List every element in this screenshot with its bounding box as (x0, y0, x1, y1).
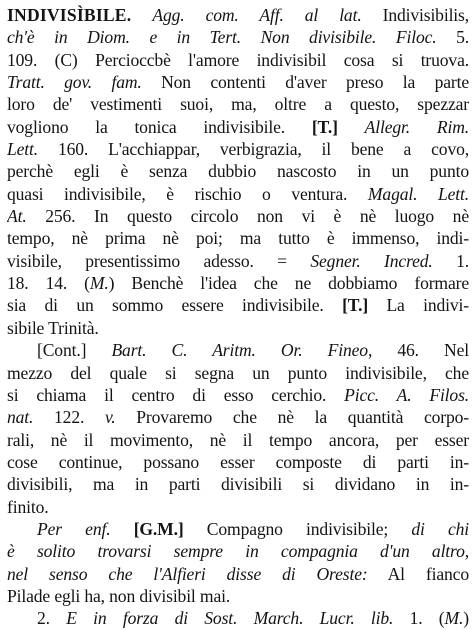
text-line (7, 317, 469, 339)
text-line (7, 540, 469, 562)
text-run: Agg. com. Aff. al lat. (152, 5, 362, 25)
text-run: [T.] (342, 295, 369, 316)
text-line (7, 116, 469, 138)
text-run: Indivisibilis, (361, 5, 469, 25)
text-run: perchè egli è senza dubbio nascosto in un punto (7, 161, 469, 182)
text-run: 160. L'acchiappar, verbigrazia, il bene a covo, (38, 139, 469, 160)
text-run: v. (104, 407, 116, 428)
text-run: Tratt. gov. fam. (7, 72, 142, 93)
text-run: 1. (432, 250, 469, 271)
headword: INDIVISÌBILE. (7, 5, 132, 25)
text-line (7, 585, 469, 607)
text-line (7, 49, 469, 71)
text-run: divisibili, ma in parti divisibili si dividano in in- (7, 474, 469, 495)
text-run (338, 117, 365, 137)
text-run: loro de' vestimenti suoi, ma, oltre a questo, spezzar (7, 94, 469, 115)
text-run: ) (463, 608, 469, 629)
text-run: sibile Trinità. (7, 317, 99, 338)
text-line (7, 362, 469, 384)
text-line (7, 339, 469, 361)
text-run: finito. (7, 496, 49, 517)
text-line (7, 496, 469, 518)
text-run: sia di un sommo essere indivisibile. (7, 295, 343, 316)
text-line (7, 429, 469, 451)
text-run: M. (444, 608, 464, 629)
text-run: 1. ( (393, 608, 445, 629)
text-run: [Cont.] (37, 340, 112, 361)
text-line (7, 473, 469, 495)
text-line (7, 4, 469, 26)
text-run: 18. 14. ( (7, 273, 90, 294)
text-line (7, 93, 469, 115)
text-run: visibile, presentissimo adesso. = (7, 250, 311, 271)
text-run: 256. In questo circolo non vi è nè luogo nè (26, 206, 469, 227)
text-line (7, 384, 469, 406)
text-run: Picc. A. Filos. (344, 384, 469, 405)
text-run: Lett. (7, 139, 39, 160)
text-run: ) Benchè l'idea che ne dobbiamo formare (108, 273, 469, 294)
text-line (7, 71, 469, 93)
text-run: nel senso che l'Alfieri disse di Oreste: (7, 563, 368, 584)
text-run: si chiama il centro di esso cerchio. (7, 384, 345, 405)
text-run: 109. (C) Percioccbè l'amore indivisibil cosa si truova. (7, 49, 469, 70)
text-run: , 46. Nel (367, 340, 469, 361)
text-run (131, 5, 152, 25)
text-run: di chi (411, 518, 469, 539)
text-run: Segner. Incred. (310, 250, 433, 271)
text-line (7, 250, 469, 272)
text-run: Pilade egli ha, non divisibil mai. (7, 585, 231, 606)
text-run (110, 519, 133, 539)
text-run: Allegr. Rim. (364, 116, 469, 137)
text-run: M. (89, 273, 109, 294)
text-run: vogliono la tonica indivisibile. (7, 116, 312, 137)
text-run: quasi indivisibile, è rischio o ventura. (7, 183, 368, 204)
text-line (7, 26, 469, 48)
text-line (7, 294, 469, 316)
text-line (7, 451, 469, 473)
text-run: mezzo del quale si segna un punto indivisibile, che (7, 362, 469, 383)
text-line (7, 183, 469, 205)
text-line (7, 160, 469, 182)
text-run: Al fianco (367, 563, 469, 584)
text-run: tempo, nè prima nè poi; ma tutto è immenso, indi- (7, 228, 469, 249)
text-run: [G.M.] (133, 518, 184, 539)
text-run: Non contenti d'aver preso la parte (141, 72, 469, 93)
text-run: E in forza di Sost. March. Lucr. lib. (66, 608, 394, 629)
text-run: Per enf. (37, 518, 111, 539)
text-line (7, 272, 469, 294)
text-run: 5. (436, 27, 469, 48)
text-run: Compagno indivisibile; (183, 518, 412, 539)
text-run: La indivi- (368, 295, 469, 316)
text-line (7, 406, 469, 428)
text-run: cose continue, possano esser composte di parti in- (7, 451, 469, 472)
text-run: ch'è in Diom. e in Tert. Non divisibile. Filoc. (7, 27, 437, 48)
text-line (7, 138, 469, 160)
text-run: At. (7, 206, 27, 227)
text-run: Bart. C. Aritm. Or. Fineo (111, 340, 368, 361)
text-line (7, 607, 469, 629)
text-run: è solito trovarsi sempre in compagnia d'un altro, (7, 541, 469, 562)
text-run: Provaremo che nè la quantità corpo- (115, 407, 469, 428)
text-run: nat. (7, 407, 34, 428)
text-run: rali, nè il movimento, nè il tempo ancora, per esser (7, 429, 469, 450)
text-run: 122. (33, 407, 105, 428)
text-run: 2. (37, 608, 67, 629)
text-run: Magal. Lett. (367, 183, 469, 204)
text-line (7, 205, 469, 227)
text-line (7, 563, 469, 585)
text-run: [T.] (311, 116, 338, 137)
text-line (7, 227, 469, 249)
dictionary-entry (7, 4, 469, 630)
text-line (7, 518, 469, 540)
